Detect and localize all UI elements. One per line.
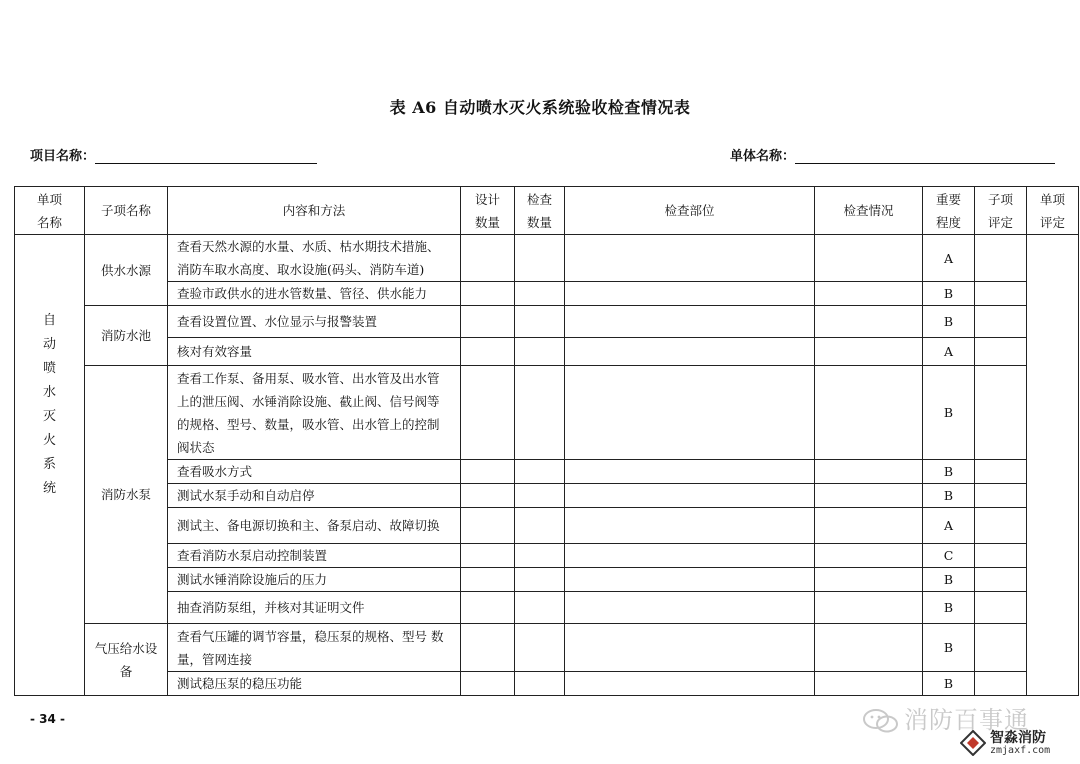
content-cell: 抽查消防泵组，并核对其证明文件 <box>168 592 461 624</box>
check-status-cell[interactable] <box>815 484 923 508</box>
table-row <box>15 282 1079 306</box>
check-qty-cell[interactable] <box>515 624 565 672</box>
importance-cell: A <box>923 338 975 366</box>
check-qty-cell[interactable] <box>515 338 565 366</box>
check-qty-cell[interactable] <box>515 235 565 282</box>
check-qty-cell[interactable] <box>515 366 565 460</box>
table-row <box>15 672 1079 696</box>
project-name-label: 项目名称： <box>30 149 96 164</box>
header-check-status: 检查情况 <box>815 187 923 235</box>
design-qty-cell[interactable] <box>461 592 515 624</box>
table-row <box>15 306 1079 338</box>
watermark-text: 消防百事通 <box>904 706 1029 734</box>
content-cell: 查看气压罐的调节容量，稳压泵的规格、型号 数 量，管网连接 <box>168 624 461 672</box>
check-location-cell[interactable] <box>565 624 815 672</box>
check-status-cell[interactable] <box>815 624 923 672</box>
table-title: 表 A6 自动喷水灭火系统验收检查情况表 <box>389 98 691 117</box>
sub-eval-cell[interactable] <box>975 460 1027 484</box>
check-qty-cell[interactable] <box>515 672 565 696</box>
content-cell: 查看吸水方式 <box>168 460 461 484</box>
sub-eval-cell[interactable] <box>975 508 1027 544</box>
table-row <box>15 508 1079 544</box>
table-row <box>15 592 1079 624</box>
content-cell: 查看消防水泵启动控制装置 <box>168 544 461 568</box>
table-row <box>15 484 1079 508</box>
importance-cell: B <box>923 592 975 624</box>
importance-cell: B <box>923 366 975 460</box>
project-name-field <box>30 145 317 164</box>
content-cell: 测试稳压泵的稳压功能 <box>168 672 461 696</box>
design-qty-cell[interactable] <box>461 624 515 672</box>
check-status-cell[interactable] <box>815 460 923 484</box>
check-qty-cell[interactable] <box>515 484 565 508</box>
design-qty-cell[interactable] <box>461 338 515 366</box>
sub-eval-cell[interactable] <box>975 366 1027 460</box>
importance-cell: B <box>923 568 975 592</box>
content-cell: 查看工作泵、备用泵、吸水管、出水管及出水管 上的泄压阀、水锤消除设施、截止阀、信号阀等 的规格、型号、数量，吸水管、出水管上的控制 阀状态 <box>168 366 461 460</box>
check-location-cell[interactable] <box>565 672 815 696</box>
header-importance: 重要 程度 <box>923 187 975 235</box>
importance-cell: B <box>923 306 975 338</box>
header-check-qty: 检查 数量 <box>515 187 565 235</box>
check-status-cell[interactable] <box>815 306 923 338</box>
design-qty-cell[interactable] <box>461 568 515 592</box>
header-single-eval: 单项 评定 <box>1027 187 1079 235</box>
importance-cell: A <box>923 235 975 282</box>
sub-eval-cell[interactable] <box>975 484 1027 508</box>
design-qty-cell[interactable] <box>461 544 515 568</box>
sub-eval-cell[interactable] <box>975 338 1027 366</box>
header-content: 内容和方法 <box>168 187 461 235</box>
content-cell: 查看天然水源的水量、水质、枯水期技术措施、 消防车取水高度、取水设施(码头、消防车道) <box>168 235 461 282</box>
sub-eval-cell[interactable] <box>975 306 1027 338</box>
system-name-char: 统 <box>42 481 56 496</box>
table-row <box>15 338 1079 366</box>
design-qty-cell[interactable] <box>461 306 515 338</box>
sub-item-cell: 气压给水设 备 <box>85 624 168 696</box>
sub-eval-cell[interactable] <box>975 624 1027 672</box>
check-status-cell[interactable] <box>815 366 923 460</box>
design-qty-cell[interactable] <box>461 672 515 696</box>
design-qty-cell[interactable] <box>461 460 515 484</box>
check-location-cell[interactable] <box>565 508 815 544</box>
content-cell: 查看设置位置、水位显示与报警装置 <box>168 306 461 338</box>
brand-logo <box>960 726 1070 760</box>
importance-cell: B <box>923 672 975 696</box>
check-status-cell[interactable] <box>815 235 923 282</box>
project-name-blank[interactable] <box>95 149 317 164</box>
sub-item-cell: 消防水泵 <box>85 366 168 624</box>
check-qty-cell[interactable] <box>515 282 565 306</box>
system-name-char: 火 <box>42 433 56 448</box>
table-row <box>15 366 1079 460</box>
content-cell: 核对有效容量 <box>168 338 461 366</box>
content-cell: 测试水锤消除设施后的压力 <box>168 568 461 592</box>
header-sub-item: 子项名称 <box>85 187 168 235</box>
table-row <box>15 235 1079 282</box>
check-location-cell[interactable] <box>565 338 815 366</box>
check-location-cell[interactable] <box>565 460 815 484</box>
check-location-cell[interactable] <box>565 235 815 282</box>
sub-eval-cell[interactable] <box>975 592 1027 624</box>
importance-cell: B <box>923 484 975 508</box>
check-location-cell[interactable] <box>565 544 815 568</box>
content-cell: 测试主、备电源切换和主、备泵启动、故障切换 <box>168 508 461 544</box>
table-row <box>15 544 1079 568</box>
brand-logo-url: zmjaxf.com <box>990 745 1051 756</box>
single-eval-cell[interactable] <box>1027 235 1079 696</box>
check-qty-cell[interactable] <box>515 460 565 484</box>
check-location-cell[interactable] <box>565 366 815 460</box>
check-status-cell[interactable] <box>815 592 923 624</box>
check-qty-cell[interactable] <box>515 592 565 624</box>
system-name-cell <box>15 235 85 696</box>
table-row <box>15 624 1079 672</box>
check-location-cell[interactable] <box>565 282 815 306</box>
check-location-cell[interactable] <box>565 484 815 508</box>
check-location-cell[interactable] <box>565 592 815 624</box>
importance-cell: C <box>923 544 975 568</box>
header-check-location: 检查部位 <box>565 187 815 235</box>
system-name-char: 系 <box>42 457 56 472</box>
content-cell: 测试水泵手动和自动启停 <box>168 484 461 508</box>
system-name-char: 水 <box>42 385 56 400</box>
content-cell: 查验市政供水的进水管数量、管径、供水能力 <box>168 282 461 306</box>
check-qty-cell[interactable] <box>515 508 565 544</box>
importance-cell: B <box>923 460 975 484</box>
design-qty-cell[interactable] <box>461 235 515 282</box>
check-status-cell[interactable] <box>815 672 923 696</box>
table-row <box>15 568 1079 592</box>
header-design-qty: 设计 数量 <box>461 187 515 235</box>
design-qty-cell[interactable] <box>461 282 515 306</box>
table-row <box>15 460 1079 484</box>
check-status-cell[interactable] <box>815 544 923 568</box>
check-status-cell[interactable] <box>815 282 923 306</box>
sub-item-cell: 消防水池 <box>85 306 168 366</box>
check-status-cell[interactable] <box>815 338 923 366</box>
sub-eval-cell[interactable] <box>975 235 1027 282</box>
brand-logo-name: 智淼消防 <box>990 730 1046 746</box>
page-number: - 34 - <box>30 712 66 726</box>
brand-logo-icon <box>960 730 986 756</box>
sub-eval-cell[interactable] <box>975 544 1027 568</box>
unit-name-field <box>730 145 1055 164</box>
design-qty-cell[interactable] <box>461 508 515 544</box>
check-location-cell[interactable] <box>565 306 815 338</box>
system-name-char: 灭 <box>42 409 56 424</box>
check-qty-cell[interactable] <box>515 306 565 338</box>
importance-cell: B <box>923 282 975 306</box>
header-single-item: 单项 名称 <box>15 187 85 235</box>
check-status-cell[interactable] <box>815 568 923 592</box>
design-qty-cell[interactable] <box>461 484 515 508</box>
sub-eval-cell[interactable] <box>975 672 1027 696</box>
sub-item-cell: 供水水源 <box>85 235 168 306</box>
system-name-char: 自 <box>42 313 56 328</box>
system-name-char: 动 <box>42 337 56 352</box>
check-location-cell[interactable] <box>565 568 815 592</box>
header-row <box>15 187 1079 235</box>
header-sub-eval: 子项 评定 <box>975 187 1027 235</box>
importance-cell: A <box>923 508 975 544</box>
inspection-table <box>14 186 1079 696</box>
system-name-char: 喷 <box>42 361 56 376</box>
check-status-cell[interactable] <box>815 508 923 544</box>
unit-name-label: 单体名称： <box>730 149 796 164</box>
sub-eval-cell[interactable] <box>975 568 1027 592</box>
check-qty-cell[interactable] <box>515 544 565 568</box>
unit-name-blank[interactable] <box>795 149 1055 164</box>
design-qty-cell[interactable] <box>461 366 515 460</box>
check-qty-cell[interactable] <box>515 568 565 592</box>
wechat-icon <box>862 708 900 734</box>
importance-cell: B <box>923 624 975 672</box>
sub-eval-cell[interactable] <box>975 282 1027 306</box>
